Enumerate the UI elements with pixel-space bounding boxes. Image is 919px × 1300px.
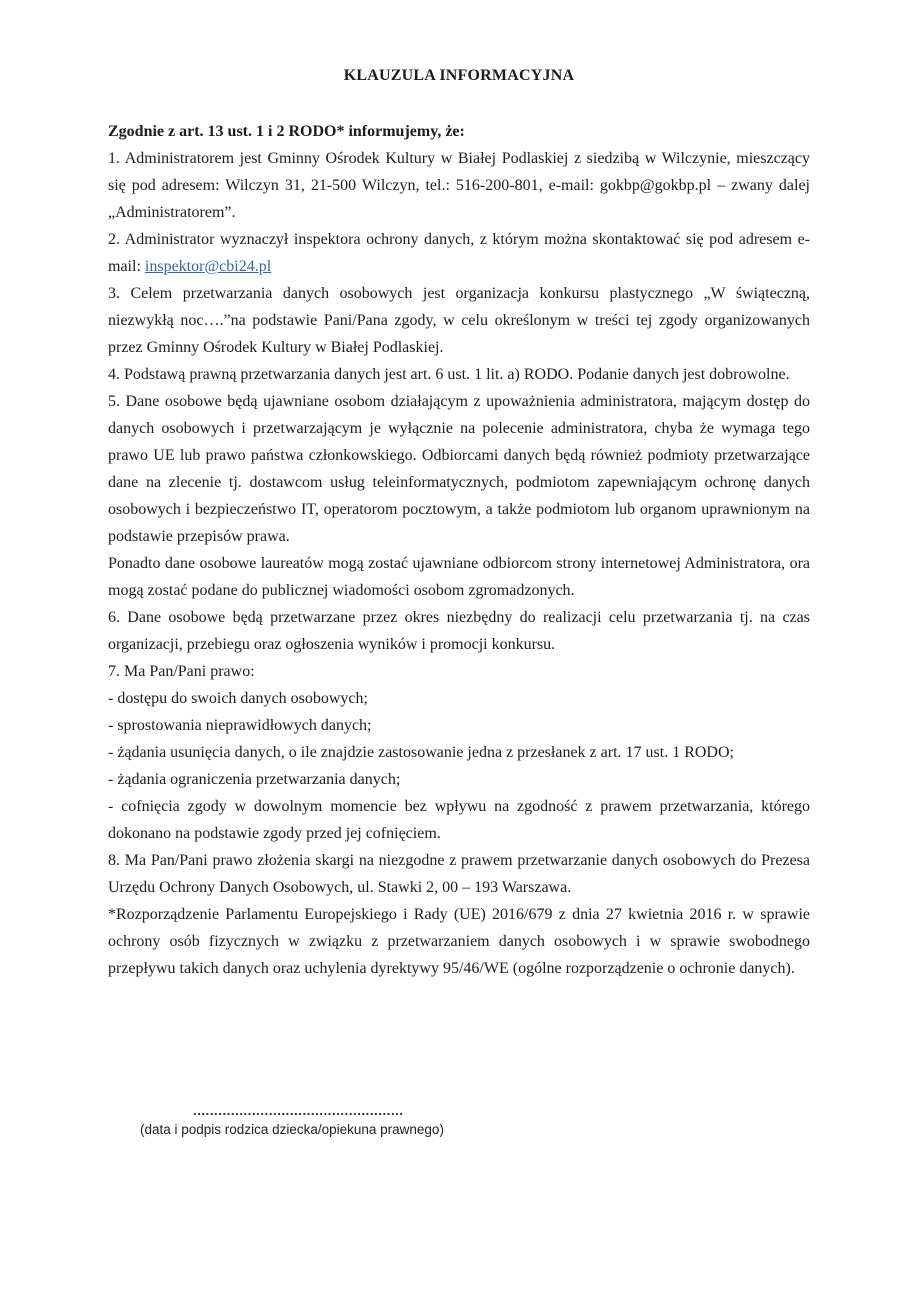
paragraph-5: 5. Dane osobowe będą ujawniane osobom działającym z upoważnienia administratora, mającym dostęp do danych osobowych i przetwarzającym je wyłącznie na polecenie administratora, chyba że wymaga tego prawo UE lub prawo państwa członkowskiego. Odbiorcami danych będą również podmioty przetwarzające dane na zlecenie tj. dostawcom usług teleinformatycznych, podmiotom zapewniającym ochronę danych osobowych i bezpieczeństwo IT, operatorom pocztowym, a także podmiotom lub organom uprawnionym na podstawie przepisów prawa. — [108, 393, 810, 545]
signature-block — [140, 1103, 444, 1139]
paragraph-6: 6. Dane osobowe będą przetwarzane przez okres niezbędny do realizacji celu przetwarzania tj. na czas organizacji, przebiegu oraz ogłoszenia wyników i promocji konkursu. — [108, 609, 810, 653]
paragraph-2 — [108, 226, 810, 280]
list-item-restriction: - żądania ograniczenia przetwarzania danych; — [108, 771, 401, 788]
paragraph-footnote: *Rozporządzenie Parlamentu Europejskiego i Rady (UE) 2016/679 z dnia 27 kwietnia 2016 r. w sprawie ochrony osób fizycznych w związku z przetwarzaniem danych osobowych i w sprawie swobodnego przepływu takich danych oraz uchylenia dyrektywy 95/46/WE (ogólne rozporządzenie o ochronie danych). — [108, 906, 810, 977]
signature-caption: (data i podpis rodzica dziecka/opiekuna prawnego) — [140, 1122, 444, 1137]
paragraph-1: 1. Administratorem jest Gminny Ośrodek Kultury w Białej Podlaskiej z siedzibą w Wilczynie, mieszczący się pod adresem: Wilczyn 31, 21-500 Wilczyn, tel.: 516-200-801, e-mail: gokbp@gokbp.pl – zwany dalej „Administratorem”. — [108, 150, 810, 221]
list-item-rectification: - sprostowania nieprawidłowych danych; — [108, 717, 372, 734]
paragraph-3: 3. Celem przetwarzania danych osobowych jest organizacja konkursu plastycznego „W świąteczną, niezwykłą noc….”na podstawie Pani/Pana zgody, w celu określonym w treści tej zgody organizowanych przez Gminny Ośrodek Kultury w Białej Podlaskiej. — [108, 285, 810, 356]
list-item-access: - dostępu do swoich danych osobowych; — [108, 690, 368, 707]
list-item-erasure: - żądania usunięcia danych, o ile znajdzie zastosowanie jedna z przesłanek z art. 17 ust. 1 RODO; — [108, 744, 734, 761]
inspector-email-link[interactable]: inspektor@cbi24.pl — [144, 258, 272, 275]
paragraph-4: 4. Podstawą prawną przetwarzania danych jest art. 6 ust. 1 lit. a) RODO. Podanie danych jest dobrowolne. — [108, 366, 790, 383]
intro-heading: Zgodnie z art. 13 ust. 1 i 2 RODO* informujemy, że: — [108, 123, 465, 140]
paragraph-7: 7. Ma Pan/Pani prawo: — [108, 663, 255, 680]
paragraph-8: 8. Ma Pan/Pani prawo złożenia skargi na niezgodne z prawem przetwarzanie danych osobowych do Prezesa Urzędu Ochrony Danych Osobowych, ul. Stawki 2, 00 – 193 Warszawa. — [108, 852, 810, 896]
page-title: KLAUZULA INFORMACYJNA — [343, 67, 575, 84]
signature-dotted-line: .................................................. — [193, 1103, 404, 1118]
list-item-withdrawal: - cofnięcia zgody w dowolnym momencie bez wpływu na zgodność z prawem przetwarzania, którego dokonano na podstawie zgody przed jej cofnięciem. — [108, 798, 810, 842]
paragraph-2-text: 2. Administrator wyznaczył inspektora ochrony danych, z którym można skontaktować się pod adresem e-mail: — [108, 231, 810, 275]
paragraph-5b: Ponadto dane osobowe laureatów mogą zostać ujawniane odbiorcom strony internetowej Administratora, ora mogą zostać podane do publicznej wiadomości osobom zgromadzonych. — [108, 555, 810, 599]
